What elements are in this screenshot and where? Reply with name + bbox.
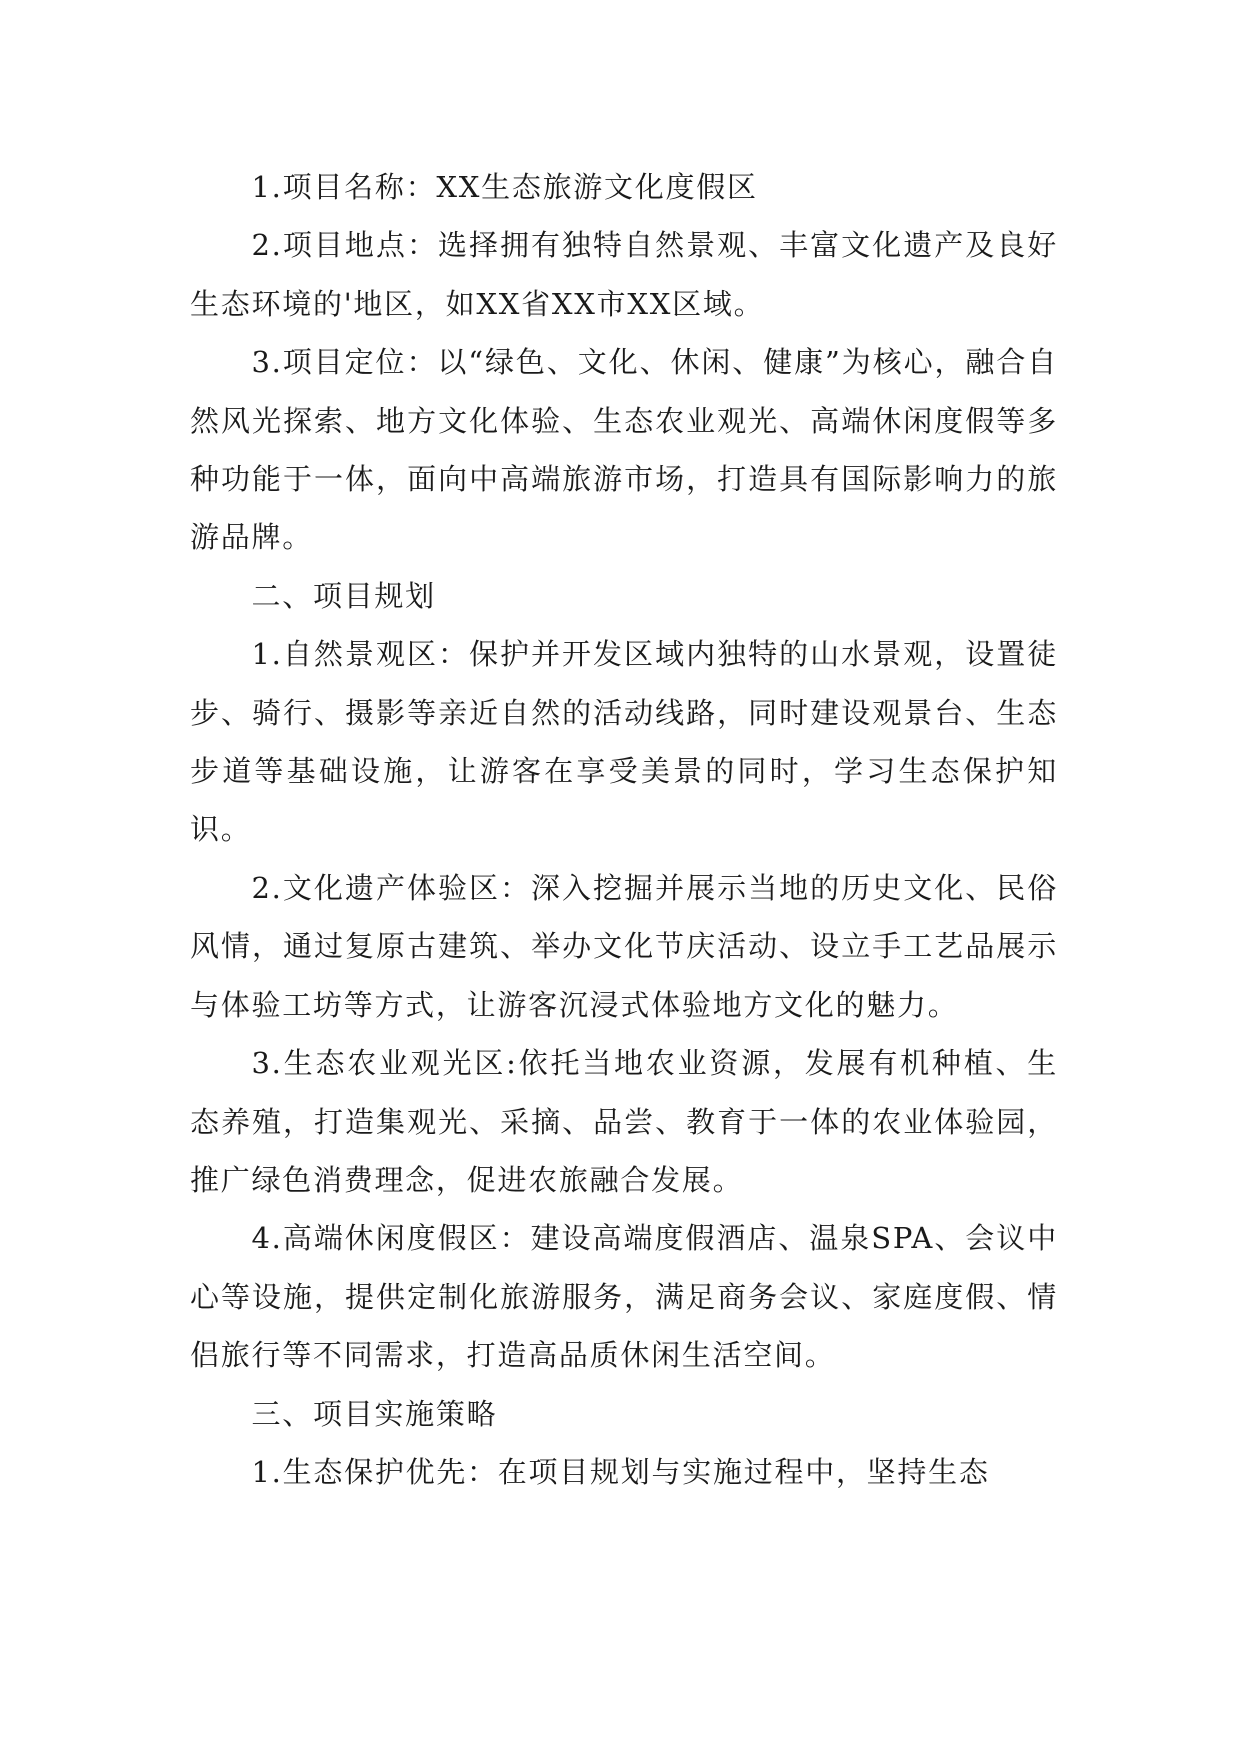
document-body bbox=[190, 158, 1058, 1501]
paragraph-project-name: 1.项目名称：XX生态旅游文化度假区 bbox=[251, 170, 758, 204]
paragraph-cultural-heritage-zone: 2.文化遗产体验区：深入挖掘并展示当地的历史文化、民俗风情，通过复原古建筑、举办文化节庆活动、设立手工艺品展示与体验工坊等方式，让游客沉浸式体验地方文化的魅力。 bbox=[190, 870, 1058, 1022]
section-heading-implementation-strategy: 三、项目实施策略 bbox=[251, 1396, 498, 1431]
paragraph-eco-protection-first: 1.生态保护优先：在项目规划与实施过程中，坚持生态 bbox=[251, 1454, 990, 1489]
paragraph-natural-landscape-zone: 1.自然景观区：保护并开发区域内独特的山水景观，设置徒步、骑行、摄影等亲近自然的活动线路，同时建设观景台、生态步道等基础设施，让游客在享受美景的同时，学习生态保护知识。 bbox=[190, 637, 1058, 847]
paragraph-project-positioning: 3.项目定位：以“绿色、文化、休闲、健康”为核心，融合自然风光探索、地方文化体验、生态农业观光、高端休闲度假等多种功能于一体，面向中高端旅游市场，打造具有国际影响力的旅游品牌。 bbox=[190, 345, 1058, 555]
section-heading-project-planning: 二、项目规划 bbox=[251, 578, 436, 613]
paragraph-project-location: 2.项目地点：选择拥有独特自然景观、丰富文化遗产及良好生态环境的'地区，如XX省XX市XX区域。 bbox=[190, 228, 1058, 321]
paragraph-leisure-resort-zone: 4.高端休闲度假区：建设高端度假酒店、温泉SPA、会议中心等设施，提供定制化旅游服务，满足商务会议、家庭度假、情侣旅行等不同需求，打造高品质休闲生活空间。 bbox=[190, 1221, 1058, 1373]
paragraph-eco-agriculture-zone: 3.生态农业观光区:依托当地农业资源，发展有机种植、生态养殖，打造集观光、采摘、品尝、教育于一体的农业体验园，推广绿色消费理念，促进农旅融合发展。 bbox=[190, 1046, 1058, 1197]
